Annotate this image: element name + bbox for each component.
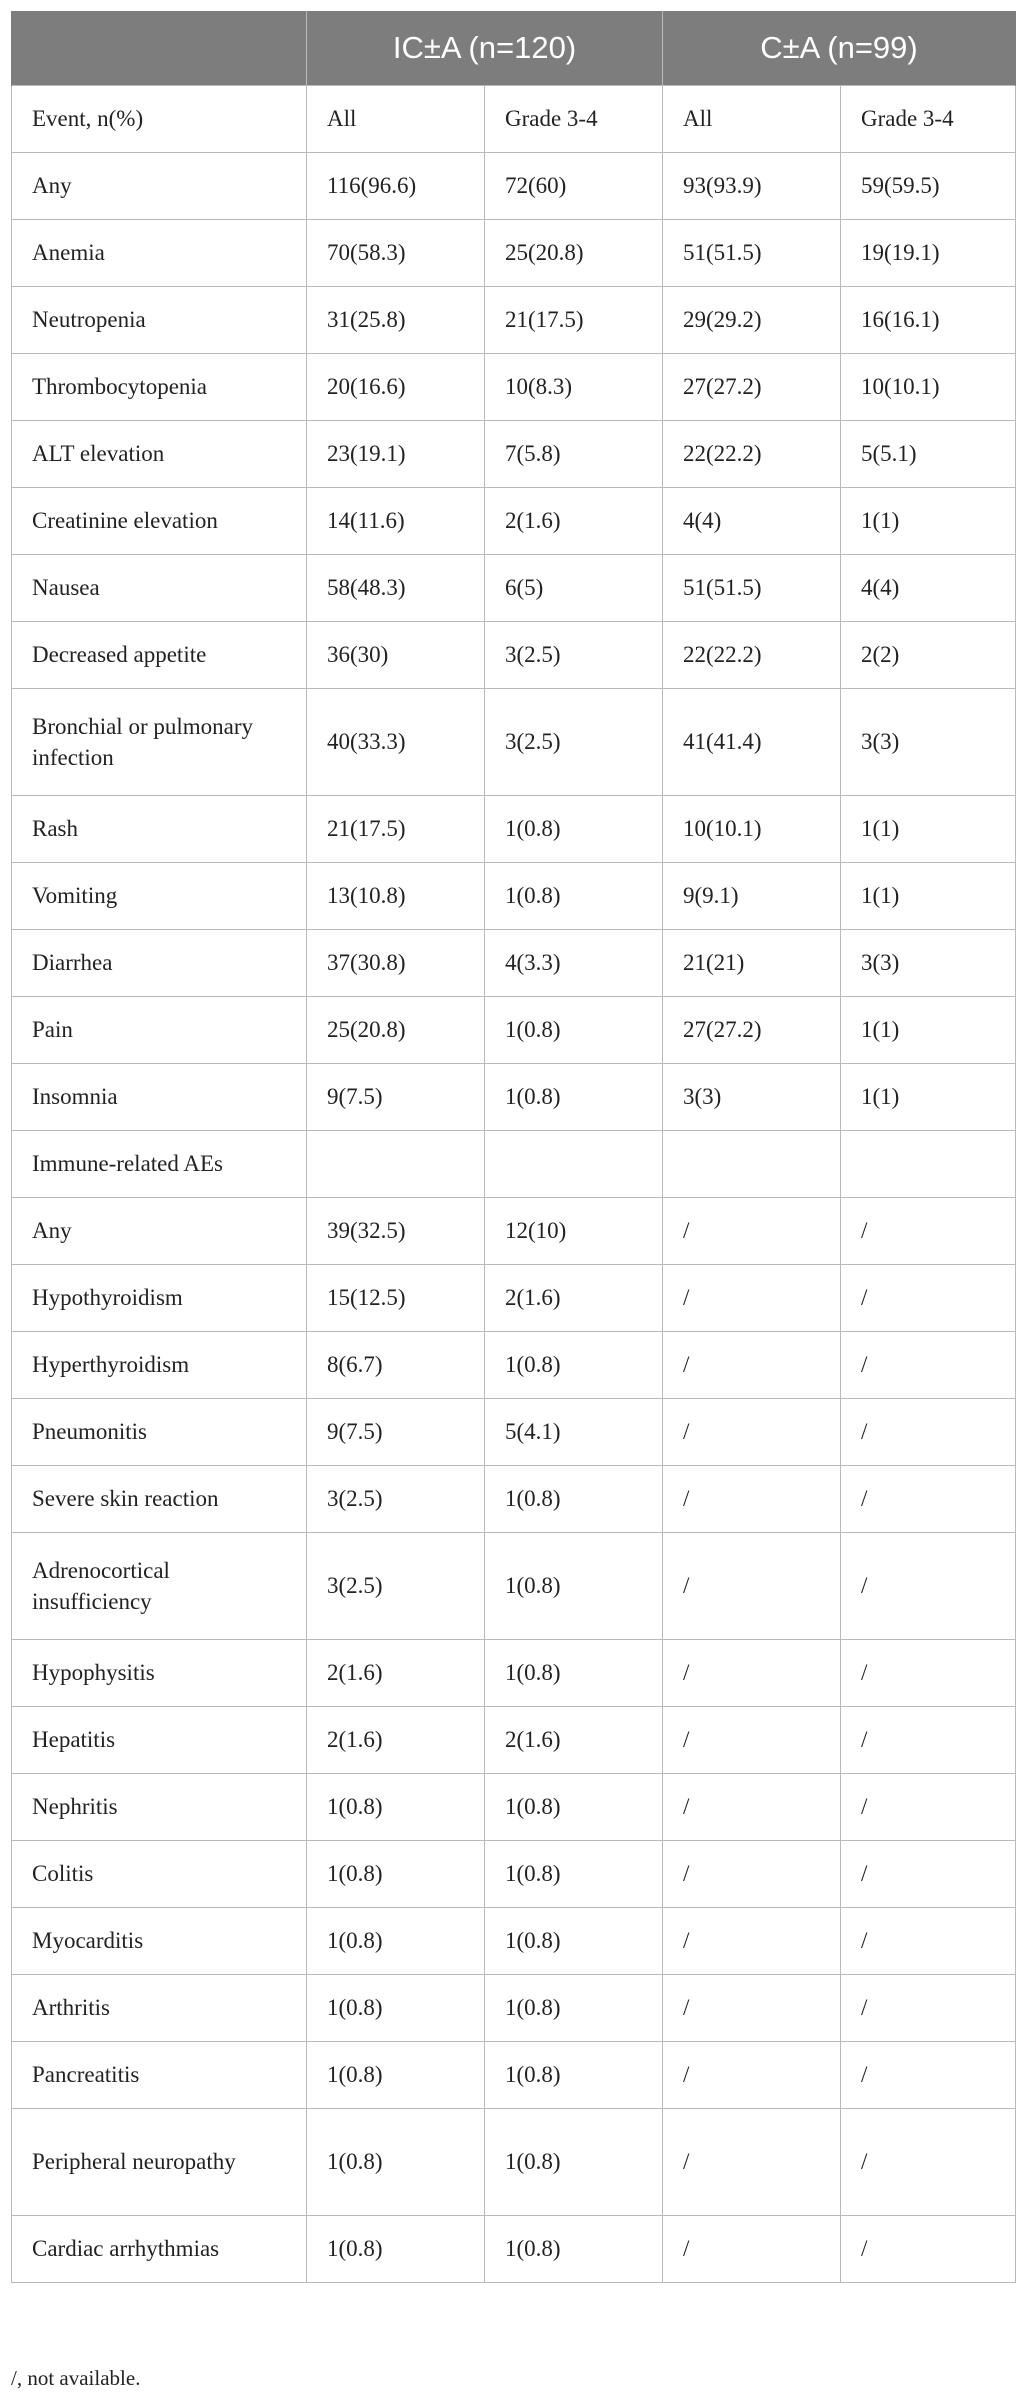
event-name-cell: Cardiac arrhythmias	[12, 2216, 307, 2283]
table-row	[12, 1975, 1016, 2042]
ic-grade-cell: 10(8.3)	[485, 354, 663, 421]
table-row	[12, 863, 1016, 930]
c-grade-cell: /	[841, 1707, 1016, 1774]
c-grade-cell: 4(4)	[841, 555, 1016, 622]
ic-grade-cell: 2(1.6)	[485, 1265, 663, 1332]
event-name-cell: Myocarditis	[12, 1908, 307, 1975]
c-all-cell: 9(9.1)	[663, 863, 841, 930]
ic-grade-cell: 25(20.8)	[485, 220, 663, 287]
c-grade-cell: /	[841, 1466, 1016, 1533]
ic-all-cell: 1(0.8)	[307, 2216, 485, 2283]
event-name-cell: Pneumonitis	[12, 1399, 307, 1466]
c-grade-cell: 1(1)	[841, 796, 1016, 863]
table-row	[12, 1131, 1016, 1198]
ic-grade-cell: 1(0.8)	[485, 1841, 663, 1908]
ic-all-cell	[307, 1131, 485, 1198]
table-row	[12, 1533, 1016, 1640]
subheader-row	[12, 86, 1016, 153]
ic-grade-cell: 1(0.8)	[485, 997, 663, 1064]
ic-all-cell: 1(0.8)	[307, 1908, 485, 1975]
ic-all-cell: 1(0.8)	[307, 1975, 485, 2042]
c-all-cell: 22(22.2)	[663, 421, 841, 488]
ic-all-cell: 1(0.8)	[307, 1774, 485, 1841]
ic-all-cell: 36(30)	[307, 622, 485, 689]
group-header-c-a: C±A (n=99)	[663, 11, 1016, 86]
table-row	[12, 1064, 1016, 1131]
c-all-cell: /	[663, 1908, 841, 1975]
subheader-c-all: All	[663, 86, 841, 153]
c-grade-cell: 1(1)	[841, 488, 1016, 555]
event-name-cell: Hypothyroidism	[12, 1265, 307, 1332]
ic-all-cell: 21(17.5)	[307, 796, 485, 863]
event-name-cell: Any	[12, 153, 307, 220]
ic-all-cell: 2(1.6)	[307, 1640, 485, 1707]
c-all-cell: 3(3)	[663, 1064, 841, 1131]
c-grade-cell: 2(2)	[841, 622, 1016, 689]
ic-grade-cell: 4(3.3)	[485, 930, 663, 997]
c-grade-cell: /	[841, 1533, 1016, 1640]
c-all-cell: 27(27.2)	[663, 354, 841, 421]
table-row	[12, 1640, 1016, 1707]
table-row	[12, 488, 1016, 555]
c-all-cell: 21(21)	[663, 930, 841, 997]
ic-all-cell: 39(32.5)	[307, 1198, 485, 1265]
table-row	[12, 689, 1016, 796]
c-all-cell: 4(4)	[663, 488, 841, 555]
event-name-cell: Hepatitis	[12, 1707, 307, 1774]
c-grade-cell: /	[841, 2109, 1016, 2216]
c-all-cell: /	[663, 2109, 841, 2216]
subheader-event: Event, n(%)	[12, 86, 307, 153]
c-grade-cell: 5(5.1)	[841, 421, 1016, 488]
c-grade-cell: 19(19.1)	[841, 220, 1016, 287]
table-row	[12, 354, 1016, 421]
c-grade-cell: /	[841, 2042, 1016, 2109]
table-row	[12, 930, 1016, 997]
table-row	[12, 1399, 1016, 1466]
c-all-cell: /	[663, 1975, 841, 2042]
c-all-cell: 27(27.2)	[663, 997, 841, 1064]
event-name-cell: Arthritis	[12, 1975, 307, 2042]
event-name-cell: Colitis	[12, 1841, 307, 1908]
ic-all-cell: 3(2.5)	[307, 1533, 485, 1640]
event-name-cell: Vomiting	[12, 863, 307, 930]
c-grade-cell: /	[841, 1774, 1016, 1841]
subheader-c-grade: Grade 3-4	[841, 86, 1016, 153]
ic-all-cell: 9(7.5)	[307, 1399, 485, 1466]
event-name-cell: Neutropenia	[12, 287, 307, 354]
ic-grade-cell: 1(0.8)	[485, 2042, 663, 2109]
ic-all-cell: 31(25.8)	[307, 287, 485, 354]
table-row	[12, 997, 1016, 1064]
table-row	[12, 2216, 1016, 2283]
table-row	[12, 1908, 1016, 1975]
event-name-cell: Decreased appetite	[12, 622, 307, 689]
ic-grade-cell: 3(2.5)	[485, 622, 663, 689]
ic-grade-cell: 21(17.5)	[485, 287, 663, 354]
ic-grade-cell: 3(2.5)	[485, 689, 663, 796]
table-row	[12, 1774, 1016, 1841]
c-grade-cell: /	[841, 1908, 1016, 1975]
table-row	[12, 1265, 1016, 1332]
table-row	[12, 2042, 1016, 2109]
c-grade-cell: /	[841, 2216, 1016, 2283]
event-name-cell: Adrenocortical insufficiency	[12, 1533, 307, 1640]
event-name-cell: Any	[12, 1198, 307, 1265]
c-grade-cell: /	[841, 1332, 1016, 1399]
c-all-cell: 41(41.4)	[663, 689, 841, 796]
ic-all-cell: 1(0.8)	[307, 2042, 485, 2109]
table-row	[12, 287, 1016, 354]
c-grade-cell: 10(10.1)	[841, 354, 1016, 421]
group-header-empty	[12, 11, 307, 86]
c-all-cell: /	[663, 1466, 841, 1533]
event-name-cell: Pain	[12, 997, 307, 1064]
c-all-cell: /	[663, 1533, 841, 1640]
ic-all-cell: 40(33.3)	[307, 689, 485, 796]
ic-all-cell: 3(2.5)	[307, 1466, 485, 1533]
event-name-cell: Rash	[12, 796, 307, 863]
ic-grade-cell: 72(60)	[485, 153, 663, 220]
adverse-events-table	[11, 11, 1016, 2283]
ic-grade-cell: 6(5)	[485, 555, 663, 622]
ic-grade-cell: 2(1.6)	[485, 1707, 663, 1774]
ic-grade-cell: 2(1.6)	[485, 488, 663, 555]
c-grade-cell: /	[841, 1841, 1016, 1908]
table-row	[12, 421, 1016, 488]
table-row	[12, 153, 1016, 220]
c-grade-cell: /	[841, 1975, 1016, 2042]
ic-all-cell: 20(16.6)	[307, 354, 485, 421]
event-name-cell: Severe skin reaction	[12, 1466, 307, 1533]
c-all-cell: 22(22.2)	[663, 622, 841, 689]
c-all-cell: /	[663, 2216, 841, 2283]
table-header	[12, 11, 1016, 86]
c-all-cell: /	[663, 1399, 841, 1466]
c-all-cell: /	[663, 2042, 841, 2109]
event-name-cell: Nephritis	[12, 1774, 307, 1841]
event-name-cell: Thrombocytopenia	[12, 354, 307, 421]
ic-all-cell: 2(1.6)	[307, 1707, 485, 1774]
table-row	[12, 1707, 1016, 1774]
ic-all-cell: 23(19.1)	[307, 421, 485, 488]
ic-grade-cell	[485, 1131, 663, 1198]
c-all-cell: 10(10.1)	[663, 796, 841, 863]
c-grade-cell: /	[841, 1399, 1016, 1466]
c-grade-cell: 1(1)	[841, 1064, 1016, 1131]
table-row	[12, 1466, 1016, 1533]
table-body	[12, 86, 1016, 2283]
ic-all-cell: 8(6.7)	[307, 1332, 485, 1399]
table-row	[12, 1332, 1016, 1399]
table-row	[12, 555, 1016, 622]
c-grade-cell: /	[841, 1265, 1016, 1332]
table-row	[12, 220, 1016, 287]
ic-all-cell: 25(20.8)	[307, 997, 485, 1064]
c-grade-cell: 16(16.1)	[841, 287, 1016, 354]
group-header-row	[12, 11, 1016, 86]
ic-grade-cell: 1(0.8)	[485, 1975, 663, 2042]
ic-all-cell: 14(11.6)	[307, 488, 485, 555]
c-all-cell: /	[663, 1774, 841, 1841]
c-grade-cell: 59(59.5)	[841, 153, 1016, 220]
ic-grade-cell: 1(0.8)	[485, 1533, 663, 1640]
c-all-cell	[663, 1131, 841, 1198]
c-all-cell: /	[663, 1707, 841, 1774]
event-name-cell: Diarrhea	[12, 930, 307, 997]
subheader-ic-all: All	[307, 86, 485, 153]
c-all-cell: /	[663, 1841, 841, 1908]
event-name-cell: ALT elevation	[12, 421, 307, 488]
ic-grade-cell: 1(0.8)	[485, 2109, 663, 2216]
adverse-events-table-container	[11, 11, 1015, 2283]
event-name-cell: Insomnia	[12, 1064, 307, 1131]
event-name-cell: Pancreatitis	[12, 2042, 307, 2109]
ic-grade-cell: 1(0.8)	[485, 1908, 663, 1975]
ic-all-cell: 1(0.8)	[307, 1841, 485, 1908]
c-all-cell: /	[663, 1332, 841, 1399]
c-grade-cell: 1(1)	[841, 863, 1016, 930]
ic-grade-cell: 1(0.8)	[485, 796, 663, 863]
ic-all-cell: 58(48.3)	[307, 555, 485, 622]
c-grade-cell: /	[841, 1640, 1016, 1707]
ic-all-cell: 13(10.8)	[307, 863, 485, 930]
ic-all-cell: 9(7.5)	[307, 1064, 485, 1131]
subheader-ic-grade: Grade 3-4	[485, 86, 663, 153]
event-name-cell: Creatinine elevation	[12, 488, 307, 555]
ic-all-cell: 1(0.8)	[307, 2109, 485, 2216]
group-header-ic-a: IC±A (n=120)	[307, 11, 663, 86]
table-row	[12, 1841, 1016, 1908]
event-name-cell: Hyperthyroidism	[12, 1332, 307, 1399]
event-name-cell: Bronchial or pulmonary infection	[12, 689, 307, 796]
table-row	[12, 796, 1016, 863]
ic-grade-cell: 1(0.8)	[485, 1064, 663, 1131]
c-grade-cell: /	[841, 1198, 1016, 1265]
c-all-cell: /	[663, 1198, 841, 1265]
event-name-cell: Peripheral neuropathy	[12, 2109, 307, 2216]
c-grade-cell: 3(3)	[841, 930, 1016, 997]
c-all-cell: 29(29.2)	[663, 287, 841, 354]
ic-grade-cell: 7(5.8)	[485, 421, 663, 488]
ic-grade-cell: 1(0.8)	[485, 1332, 663, 1399]
ic-all-cell: 15(12.5)	[307, 1265, 485, 1332]
event-name-cell: Immune-related AEs	[12, 1131, 307, 1198]
event-name-cell: Nausea	[12, 555, 307, 622]
ic-grade-cell: 12(10)	[485, 1198, 663, 1265]
ic-all-cell: 70(58.3)	[307, 220, 485, 287]
ic-all-cell: 116(96.6)	[307, 153, 485, 220]
ic-grade-cell: 1(0.8)	[485, 2216, 663, 2283]
c-grade-cell	[841, 1131, 1016, 1198]
ic-grade-cell: 1(0.8)	[485, 1466, 663, 1533]
ic-all-cell: 37(30.8)	[307, 930, 485, 997]
table-row	[12, 622, 1016, 689]
ic-grade-cell: 1(0.8)	[485, 1640, 663, 1707]
c-all-cell: /	[663, 1640, 841, 1707]
event-name-cell: Hypophysitis	[12, 1640, 307, 1707]
ic-grade-cell: 1(0.8)	[485, 863, 663, 930]
ic-grade-cell: 5(4.1)	[485, 1399, 663, 1466]
c-all-cell: 51(51.5)	[663, 220, 841, 287]
table-row	[12, 2109, 1016, 2216]
table-footnote: /, not available.	[11, 2366, 141, 2390]
c-all-cell: /	[663, 1265, 841, 1332]
c-grade-cell: 3(3)	[841, 689, 1016, 796]
c-all-cell: 93(93.9)	[663, 153, 841, 220]
ic-grade-cell: 1(0.8)	[485, 1774, 663, 1841]
c-all-cell: 51(51.5)	[663, 555, 841, 622]
c-grade-cell: 1(1)	[841, 997, 1016, 1064]
event-name-cell: Anemia	[12, 220, 307, 287]
table-row	[12, 1198, 1016, 1265]
